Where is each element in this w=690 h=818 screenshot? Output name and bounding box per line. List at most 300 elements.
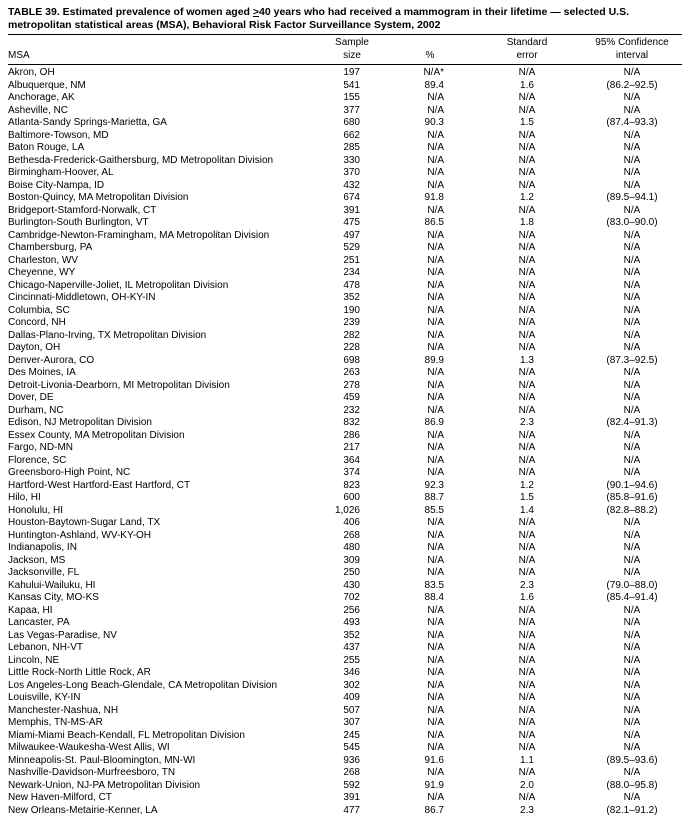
table-row — [8, 542, 682, 555]
sample-size-cell: 307 — [343, 717, 360, 728]
confidence-interval-cell: N/A — [623, 517, 641, 528]
percent-cell: N/A — [427, 704, 444, 716]
msa-cell: Burlington-South Burlington, VT — [8, 217, 149, 228]
standard-error-cell: N/A — [518, 542, 536, 553]
percent-cell: N/A — [427, 92, 444, 103]
msa-cell: Kansas City, MO-KS — [8, 592, 99, 603]
percent-cell: N/A — [427, 554, 444, 566]
msa-cell: Asheville, NC — [8, 104, 69, 116]
confidence-interval-cell: (82.8–88.2) — [606, 504, 658, 516]
percent-cell: 91.8 — [424, 192, 444, 203]
table-row — [8, 655, 682, 668]
msa-cell: Birmingham-Hoover, AL — [8, 167, 114, 178]
header-standard-error-line2: error — [516, 49, 538, 61]
sample-size-cell: 190 — [343, 304, 360, 316]
sample-size-cell: 352 — [343, 629, 360, 641]
standard-error-cell: N/A — [518, 767, 536, 778]
sample-size-cell: 268 — [343, 767, 360, 778]
table-row — [8, 605, 682, 618]
sample-size-cell: 228 — [343, 342, 360, 353]
confidence-interval-cell: N/A — [623, 404, 641, 416]
standard-error-cell: 2.0 — [520, 779, 534, 791]
confidence-interval-cell: N/A — [623, 67, 641, 78]
percent-cell: N/A — [427, 404, 444, 416]
confidence-interval-cell: (88.0–95.8) — [606, 779, 658, 791]
percent-cell: N/A — [427, 654, 444, 666]
percent-cell: 90.3 — [424, 117, 444, 128]
sample-size-cell: 245 — [343, 729, 360, 741]
standard-error-cell: N/A — [518, 404, 536, 416]
confidence-interval-cell: N/A — [623, 392, 641, 403]
sample-size-cell: 250 — [343, 567, 360, 578]
header-percent: % — [425, 49, 435, 61]
msa-cell: Dover, DE — [8, 392, 54, 403]
table-title-line2: metropolitan statistical areas (MSA), Behavioral Risk Factor Surveillance System, 2002 — [8, 19, 441, 31]
standard-error-cell: N/A — [518, 154, 536, 166]
percent-cell: N/A — [427, 517, 444, 528]
sample-size-cell: 352 — [343, 292, 360, 303]
sample-size-cell: 217 — [343, 442, 360, 453]
sample-size-cell: 432 — [343, 179, 360, 191]
msa-cell: Boston-Quincy, MA Metropolitan Division — [8, 192, 189, 203]
confidence-interval-cell: N/A — [623, 367, 641, 378]
sample-size-cell: 234 — [343, 267, 360, 278]
msa-cell: Houston-Baytown-Sugar Land, TX — [8, 517, 161, 528]
msa-cell: Essex County, MA Metropolitan Division — [8, 429, 185, 441]
table-row — [8, 630, 682, 643]
standard-error-cell: N/A — [518, 304, 536, 316]
standard-error-cell: 1.2 — [520, 479, 534, 491]
table-row — [8, 755, 682, 768]
table-row — [8, 280, 682, 293]
table-row — [8, 480, 682, 493]
mammogram-prevalence-table — [8, 34, 682, 817]
standard-error-cell: N/A — [518, 329, 536, 341]
msa-cell: Akron, OH — [8, 67, 55, 78]
msa-cell: Baton Rouge, LA — [8, 142, 85, 153]
table-row — [8, 692, 682, 705]
standard-error-cell: N/A — [518, 129, 536, 141]
sample-size-cell: 278 — [343, 379, 360, 391]
standard-error-cell: N/A — [518, 742, 536, 753]
sample-size-cell: 497 — [343, 229, 360, 241]
table-row — [8, 780, 682, 793]
sample-size-cell: 370 — [343, 167, 360, 178]
confidence-interval-cell: N/A — [623, 154, 641, 166]
percent-cell: N/A — [427, 154, 444, 166]
percent-cell: N/A — [427, 204, 444, 216]
msa-cell: Cincinnati-Middletown, OH-KY-IN — [8, 292, 156, 303]
sample-size-cell: 507 — [343, 704, 360, 716]
msa-cell: Manchester-Nashua, NH — [8, 704, 119, 716]
table-row — [8, 230, 682, 243]
msa-cell: Columbia, SC — [8, 304, 70, 316]
standard-error-cell: 2.3 — [520, 804, 534, 816]
confidence-interval-cell: N/A — [623, 767, 641, 778]
msa-cell: Los Angeles-Long Beach-Glendale, CA Metropolitan Division — [8, 679, 278, 691]
table-row — [8, 592, 682, 605]
sample-size-cell: 832 — [343, 417, 360, 428]
sample-size-cell: 674 — [343, 192, 360, 203]
sample-size-cell: 477 — [343, 804, 360, 816]
percent-cell: N/A — [427, 304, 444, 316]
table-row — [8, 180, 682, 193]
standard-error-cell: 1.6 — [520, 592, 534, 603]
standard-error-cell: N/A — [518, 167, 536, 178]
percent-cell: N/A — [427, 642, 444, 653]
header-sample-line2: size — [343, 49, 361, 61]
table-row — [8, 65, 682, 80]
confidence-interval-cell: N/A — [623, 104, 641, 116]
header-msa: MSA — [8, 49, 30, 61]
sample-size-cell: 698 — [343, 354, 360, 366]
msa-cell: Honolulu, HI — [8, 504, 64, 516]
confidence-interval-cell: N/A — [623, 667, 641, 678]
standard-error-cell: N/A — [518, 242, 536, 253]
msa-cell: Durham, NC — [8, 404, 64, 416]
sample-size-cell: 702 — [343, 592, 360, 603]
percent-cell: N/A — [427, 167, 444, 178]
sample-size-cell: 478 — [343, 279, 360, 291]
percent-cell: N/A — [427, 792, 444, 803]
confidence-interval-cell: N/A — [623, 792, 641, 803]
percent-cell: 83.5 — [424, 579, 444, 591]
standard-error-cell: N/A — [518, 529, 536, 541]
percent-cell: N/A — [427, 142, 444, 153]
sample-size-cell: 286 — [343, 429, 360, 441]
percent-cell: N/A — [427, 279, 444, 291]
confidence-interval-cell: N/A — [623, 554, 641, 566]
table-row — [8, 192, 682, 205]
confidence-interval-cell: N/A — [623, 629, 641, 641]
percent-cell: N/A — [427, 604, 444, 616]
standard-error-cell: N/A — [518, 567, 536, 578]
sample-size-cell: 232 — [343, 404, 360, 416]
table-row — [8, 642, 682, 655]
header-percent-spacer — [388, 35, 472, 50]
standard-error-cell: N/A — [518, 654, 536, 666]
msa-cell: Florence, SC — [8, 454, 67, 466]
sample-size-cell: 302 — [343, 679, 360, 691]
standard-error-cell: N/A — [518, 317, 536, 328]
confidence-interval-cell: N/A — [623, 529, 641, 541]
standard-error-cell: N/A — [518, 104, 536, 116]
standard-error-cell: N/A — [518, 379, 536, 391]
msa-cell: Bethesda-Frederick-Gaithersburg, MD Metropolitan Division — [8, 154, 274, 166]
confidence-interval-cell: N/A — [623, 292, 641, 303]
percent-cell: N/A — [427, 529, 444, 541]
sample-size-cell: 493 — [343, 617, 360, 628]
confidence-interval-cell: N/A — [623, 379, 641, 391]
table-row — [8, 392, 682, 405]
table-row — [8, 255, 682, 268]
percent-cell: N/A — [427, 679, 444, 691]
standard-error-cell: 1.2 — [520, 192, 534, 203]
confidence-interval-cell: N/A — [623, 179, 641, 191]
confidence-interval-cell: N/A — [623, 704, 641, 716]
percent-cell: N/A* — [423, 67, 444, 78]
msa-cell: Hartford-West Hartford-East Hartford, CT — [8, 479, 191, 491]
standard-error-cell: N/A — [518, 717, 536, 728]
confidence-interval-cell: (82.4–91.3) — [606, 417, 658, 428]
confidence-interval-cell: N/A — [623, 679, 641, 691]
msa-cell: Miami-Miami Beach-Kendall, FL Metropolitan Division — [8, 729, 245, 741]
percent-cell: N/A — [427, 429, 444, 441]
standard-error-cell: N/A — [518, 142, 536, 153]
table-row — [8, 355, 682, 368]
standard-error-cell: N/A — [518, 667, 536, 678]
standard-error-cell: N/A — [518, 729, 536, 741]
table-row — [8, 267, 682, 280]
percent-cell: N/A — [427, 629, 444, 641]
sample-size-cell: 263 — [343, 367, 360, 378]
msa-cell: Fargo, ND-MN — [8, 442, 74, 453]
table-row — [8, 680, 682, 693]
table-row — [8, 242, 682, 255]
greater-equal-symbol: > — [252, 6, 260, 18]
sample-size-cell: 391 — [343, 204, 360, 216]
table-row — [8, 555, 682, 568]
confidence-interval-cell: (85.4–91.4) — [606, 592, 658, 603]
msa-cell: Jackson, MS — [8, 554, 66, 566]
msa-cell: Hilo, HI — [8, 492, 41, 503]
confidence-interval-cell: N/A — [623, 167, 641, 178]
sample-size-cell: 251 — [343, 254, 360, 266]
sample-size-cell: 600 — [343, 492, 360, 503]
percent-cell: N/A — [427, 179, 444, 191]
msa-cell: Lancaster, PA — [8, 617, 70, 628]
table-row — [8, 730, 682, 743]
table-row — [8, 442, 682, 455]
sample-size-cell: 430 — [343, 579, 360, 591]
percent-cell: N/A — [427, 129, 444, 141]
header-row-top — [8, 35, 682, 50]
table-row — [8, 405, 682, 418]
table-header — [8, 35, 682, 65]
sample-size-cell: 662 — [343, 129, 360, 141]
percent-cell: N/A — [427, 542, 444, 553]
confidence-interval-cell: N/A — [623, 242, 641, 253]
confidence-interval-cell: N/A — [623, 329, 641, 341]
confidence-interval-cell: (79.0–88.0) — [606, 579, 658, 591]
table-row — [8, 705, 682, 718]
sample-size-cell: 256 — [343, 604, 360, 616]
table-row — [8, 430, 682, 443]
standard-error-cell: N/A — [518, 692, 536, 703]
msa-cell: Des Moines, IA — [8, 367, 76, 378]
msa-cell: Huntington-Ashland, WV-KY-OH — [8, 529, 152, 541]
sample-size-cell: 374 — [343, 467, 360, 478]
percent-cell: 91.9 — [424, 779, 444, 791]
msa-cell: Anchorage, AK — [8, 92, 75, 103]
standard-error-cell: 1.1 — [520, 754, 534, 766]
standard-error-cell: N/A — [518, 179, 536, 191]
sample-size-cell: 437 — [343, 642, 360, 653]
confidence-interval-cell: N/A — [623, 442, 641, 453]
standard-error-cell: 1.3 — [520, 354, 534, 366]
standard-error-cell: N/A — [518, 392, 536, 403]
standard-error-cell: 1.6 — [520, 79, 534, 91]
percent-cell: N/A — [427, 442, 444, 453]
table-row — [8, 130, 682, 143]
percent-cell: N/A — [427, 392, 444, 403]
sample-size-cell: 282 — [343, 329, 360, 341]
percent-cell: 88.4 — [424, 592, 444, 603]
msa-cell: Detroit-Livonia-Dearborn, MI Metropolitan Division — [8, 379, 230, 391]
table-title — [8, 6, 682, 32]
table-row — [8, 417, 682, 430]
title-text-pre: TABLE 39. Estimated prevalence of women aged — [8, 6, 253, 18]
percent-cell: 85.5 — [424, 504, 444, 516]
standard-error-cell: N/A — [518, 442, 536, 453]
msa-cell: Las Vegas-Paradise, NV — [8, 629, 117, 641]
confidence-interval-cell: N/A — [623, 717, 641, 728]
standard-error-cell: N/A — [518, 342, 536, 353]
sample-size-cell: 1,026 — [334, 504, 360, 516]
table-row — [8, 517, 682, 530]
confidence-interval-cell: N/A — [623, 729, 641, 741]
standard-error-cell: N/A — [518, 554, 536, 566]
confidence-interval-cell: N/A — [623, 92, 641, 103]
msa-cell: Concord, NH — [8, 317, 66, 328]
percent-cell: 86.9 — [424, 417, 444, 428]
percent-cell: 92.3 — [424, 479, 444, 491]
sample-size-cell: 330 — [343, 154, 360, 166]
table-row — [8, 492, 682, 505]
sample-size-cell: 239 — [343, 317, 360, 328]
sample-size-cell: 936 — [343, 754, 360, 766]
msa-cell: Newark-Union, NJ-PA Metropolitan Division — [8, 779, 201, 791]
standard-error-cell: N/A — [518, 267, 536, 278]
sample-size-cell: 309 — [343, 554, 360, 566]
standard-error-cell: N/A — [518, 679, 536, 691]
msa-cell: Indianapolis, IN — [8, 542, 77, 553]
table-row — [8, 292, 682, 305]
msa-cell: New Orleans-Metairie-Kenner, LA — [8, 804, 158, 816]
percent-cell: N/A — [427, 267, 444, 278]
standard-error-cell: N/A — [518, 604, 536, 616]
table-row — [8, 580, 682, 593]
confidence-interval-cell: N/A — [623, 617, 641, 628]
confidence-interval-cell: (85.8–91.6) — [606, 492, 658, 503]
header-row-bottom — [8, 50, 682, 65]
standard-error-cell: N/A — [518, 792, 536, 803]
msa-cell: New Haven-Milford, CT — [8, 792, 112, 803]
standard-error-cell: N/A — [518, 67, 536, 78]
percent-cell: 88.7 — [424, 492, 444, 503]
header-msa-spacer — [8, 35, 316, 50]
percent-cell: N/A — [427, 617, 444, 628]
standard-error-cell: 2.3 — [520, 417, 534, 428]
percent-cell: N/A — [427, 229, 444, 241]
confidence-interval-cell: N/A — [623, 429, 641, 441]
table-row — [8, 342, 682, 355]
sample-size-cell: 285 — [343, 142, 360, 153]
sample-size-cell: 155 — [343, 92, 360, 103]
percent-cell: N/A — [427, 317, 444, 328]
percent-cell: 91.6 — [424, 754, 444, 766]
table-row — [8, 717, 682, 730]
sample-size-cell: 377 — [343, 104, 360, 116]
standard-error-cell: N/A — [518, 92, 536, 103]
msa-cell: Cheyenne, WY — [8, 267, 76, 278]
confidence-interval-cell: N/A — [623, 229, 641, 241]
sample-size-cell: 529 — [343, 242, 360, 253]
percent-cell: N/A — [427, 692, 444, 703]
table-row — [8, 617, 682, 630]
sample-size-cell: 459 — [343, 392, 360, 403]
percent-cell: N/A — [427, 104, 444, 116]
table-row — [8, 455, 682, 468]
table-row — [8, 467, 682, 480]
sample-size-cell: 475 — [343, 217, 360, 228]
standard-error-cell: N/A — [518, 454, 536, 466]
sample-size-cell: 541 — [343, 79, 360, 91]
confidence-interval-cell: (86.2–92.5) — [606, 79, 658, 91]
percent-cell: N/A — [427, 329, 444, 341]
msa-cell: Albuquerque, NM — [8, 79, 86, 91]
confidence-interval-cell: N/A — [623, 692, 641, 703]
percent-cell: 86.7 — [424, 804, 444, 816]
table-row — [8, 505, 682, 518]
confidence-interval-cell: N/A — [623, 129, 641, 141]
standard-error-cell: N/A — [518, 629, 536, 641]
standard-error-cell: N/A — [518, 292, 536, 303]
msa-cell: Atlanta-Sandy Springs-Marietta, GA — [8, 117, 167, 128]
table-row — [8, 117, 682, 130]
confidence-interval-cell: (82.1–91.2) — [606, 804, 658, 816]
standard-error-cell: N/A — [518, 367, 536, 378]
percent-cell: N/A — [427, 717, 444, 728]
confidence-interval-cell: N/A — [623, 604, 641, 616]
standard-error-cell: N/A — [518, 617, 536, 628]
confidence-interval-cell: N/A — [623, 142, 641, 153]
table-row — [8, 367, 682, 380]
table-row — [8, 530, 682, 543]
msa-cell: Nashville-Davidson-Murfreesboro, TN — [8, 767, 176, 778]
msa-cell: Lebanon, NH-VT — [8, 642, 84, 653]
standard-error-cell: N/A — [518, 229, 536, 241]
msa-cell: Baltimore-Towson, MD — [8, 129, 109, 141]
confidence-interval-cell: (90.1–94.6) — [606, 479, 658, 491]
standard-error-cell: 1.8 — [520, 217, 534, 228]
percent-cell: N/A — [427, 342, 444, 353]
standard-error-cell: N/A — [518, 254, 536, 266]
table-row — [8, 317, 682, 330]
msa-cell: Charleston, WV — [8, 254, 79, 266]
msa-cell: Kapaa, HI — [8, 604, 53, 616]
table-row — [8, 80, 682, 93]
msa-cell: Cambridge-Newton-Framingham, MA Metropolitan Division — [8, 229, 270, 241]
percent-cell: N/A — [427, 242, 444, 253]
percent-cell: N/A — [427, 367, 444, 378]
confidence-interval-cell: N/A — [623, 567, 641, 578]
table-row — [8, 217, 682, 230]
confidence-interval-cell: N/A — [623, 642, 641, 653]
sample-size-cell: 346 — [343, 667, 360, 678]
percent-cell: N/A — [427, 454, 444, 466]
document-page — [8, 6, 682, 817]
standard-error-cell: N/A — [518, 642, 536, 653]
table-row — [8, 667, 682, 680]
confidence-interval-cell: N/A — [623, 467, 641, 478]
confidence-interval-cell: (83.0–90.0) — [606, 217, 658, 228]
table-row — [8, 742, 682, 755]
header-sample-line1: Sample — [335, 37, 369, 48]
standard-error-cell: N/A — [518, 517, 536, 528]
percent-cell: 89.4 — [424, 79, 444, 91]
sample-size-cell: 406 — [343, 517, 360, 528]
